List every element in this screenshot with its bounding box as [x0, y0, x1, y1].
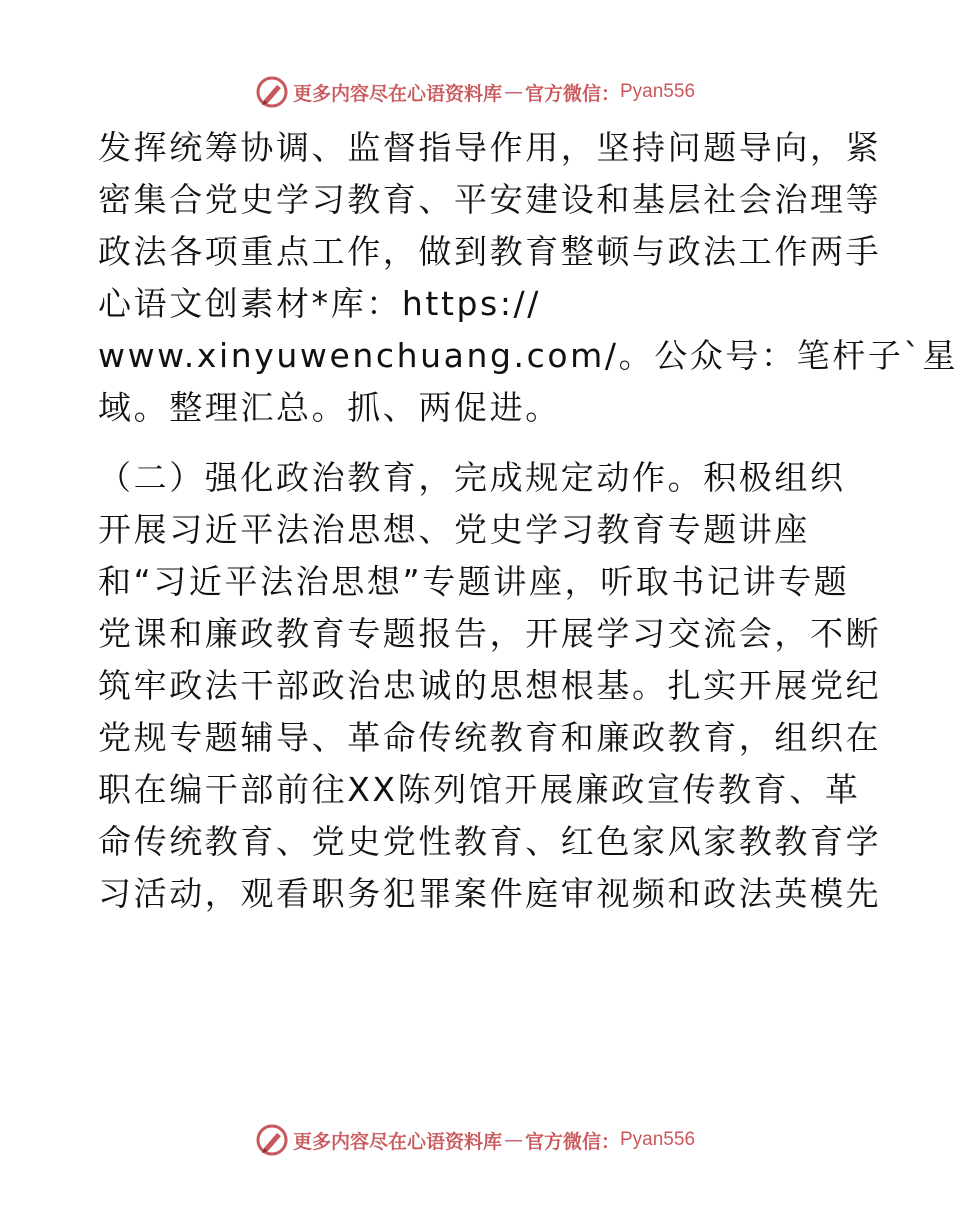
paragraph-1	[98, 122, 958, 434]
text-line: 密集合党史学习教育、平安建设和基层社会治理等	[98, 180, 882, 219]
text-line: 政法各项重点工作，做到教育整顿与政法工作两手	[98, 232, 882, 271]
watermark-account: Pyan556	[620, 81, 696, 102]
watermark-account: Pyan556	[620, 1129, 696, 1150]
pen-logo-icon	[255, 1123, 289, 1157]
footer-watermark	[0, 1120, 950, 1160]
watermark-separator: —	[503, 81, 523, 103]
text-line: 发挥统筹协调、监督指导作用，坚持问题导向，紧	[98, 128, 882, 167]
paragraph-2	[98, 452, 882, 920]
section-heading-line: （二）强化政治教育，完成规定动作。积极组织	[98, 458, 846, 497]
text-line: 职在编干部前往XX陈列馆开展廉政宣传教育、革	[98, 770, 861, 809]
text-line: 党规专题辅导、革命传统教育和廉政教育，组织在	[98, 718, 882, 757]
text-line: 和“习近平法治思想”专题讲座，听取书记讲专题	[98, 562, 850, 601]
text-line: www.xinyuwenchuang.com/。公众号：笔杆子`星	[98, 336, 958, 375]
text-line: 党课和廉政教育专题报告，开展学习交流会，不断	[98, 614, 882, 653]
text-line: 命传统教育、党史党性教育、红色家风家教教育学	[98, 822, 882, 861]
text-line: 筑牢政法干部政治忠诚的思想根基。扎实开展党纪	[98, 666, 882, 705]
document-body	[98, 122, 958, 920]
header-watermark	[0, 72, 950, 112]
text-line: 习活动，观看职务犯罪案件庭审视频和政法英模先	[98, 874, 882, 913]
text-line: 心语文创素材*库：https://	[98, 284, 541, 323]
watermark-text: 更多内容尽在心语资料库	[292, 1130, 502, 1153]
watermark-text: 更多内容尽在心语资料库	[292, 82, 502, 105]
text-line: 开展习近平法治思想、党史学习教育专题讲座	[98, 510, 810, 549]
pen-logo-icon	[255, 75, 289, 109]
watermark-separator: —	[503, 1129, 523, 1151]
watermark-label: 官方微信：	[524, 82, 620, 105]
text-line: 域。整理汇总。抓、两促进。	[98, 388, 561, 427]
watermark-label: 官方微信：	[524, 1130, 620, 1153]
